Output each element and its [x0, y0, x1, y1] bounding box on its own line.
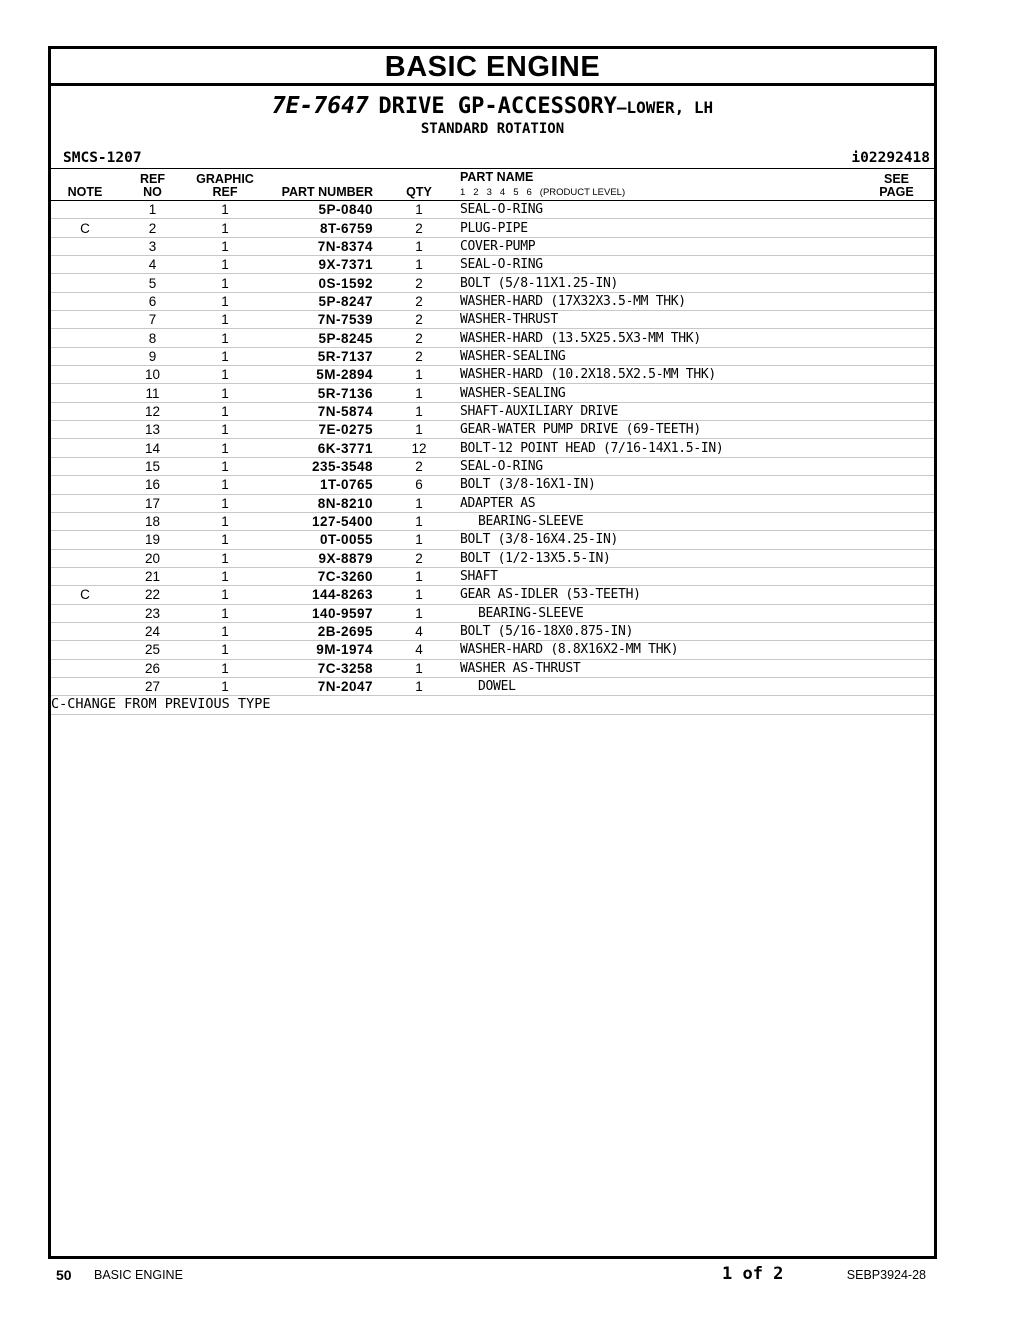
qty-cell: 2	[381, 457, 457, 475]
note-cell	[51, 531, 119, 549]
qty-cell: 1	[381, 366, 457, 384]
ref-no-cell: 3	[119, 237, 186, 255]
part-number-cell: 7N-2047	[264, 677, 381, 695]
part-number-cell: 9X-8879	[264, 549, 381, 567]
ref-no-cell: 2	[119, 219, 186, 237]
graphic-ref-cell: 1	[186, 292, 264, 310]
qty-cell: 2	[381, 329, 457, 347]
table-row	[51, 384, 934, 402]
note-cell	[51, 421, 119, 439]
qty-cell: 1	[381, 402, 457, 420]
section-title: BASIC ENGINE	[51, 49, 934, 86]
graphic-ref-cell: 1	[186, 457, 264, 475]
part-name-cell: WASHER-SEALING	[457, 347, 877, 365]
graphic-ref-cell: 1	[186, 494, 264, 512]
part-name-cell: PLUG-PIPE	[457, 219, 877, 237]
part-name-cell: SEAL-O-RING	[457, 201, 877, 219]
see-page-cell	[877, 494, 934, 512]
graphic-ref-cell: 1	[186, 201, 264, 219]
see-page-cell	[877, 384, 934, 402]
see-page-cell	[877, 457, 934, 475]
part-number-cell: 127-5400	[264, 512, 381, 530]
table-row	[51, 219, 934, 237]
qty-cell: 1	[381, 659, 457, 677]
ref-no-cell: 21	[119, 567, 186, 585]
graphic-ref-cell: 1	[186, 586, 264, 604]
part-name-cell: SEAL-O-RING	[457, 256, 877, 274]
graphic-ref-cell: 1	[186, 677, 264, 695]
qty-cell: 1	[381, 237, 457, 255]
qty-cell: 1	[381, 677, 457, 695]
qty-cell: 2	[381, 347, 457, 365]
parts-table	[51, 169, 934, 715]
qty-cell: 1	[381, 567, 457, 585]
table-row	[51, 292, 934, 310]
see-page-cell	[877, 604, 934, 622]
part-name-cell: BOLT (3/8-16X1-IN)	[457, 476, 877, 494]
qty-cell: 1	[381, 531, 457, 549]
note-cell	[51, 237, 119, 255]
product-levels: 1 2 3 4 5 6 (PRODUCT LEVEL)	[460, 187, 626, 198]
qty-cell: 1	[381, 586, 457, 604]
graphic-ref-cell: 1	[186, 659, 264, 677]
see-page-cell	[877, 622, 934, 640]
ref-no-cell: 8	[119, 329, 186, 347]
ref-no-cell: 18	[119, 512, 186, 530]
note-cell	[51, 402, 119, 420]
part-name-cell: SHAFT	[457, 567, 877, 585]
ref-no-cell: 4	[119, 256, 186, 274]
see-page-cell	[877, 641, 934, 659]
graphic-ref-cell: 1	[186, 641, 264, 659]
footer-section: BASIC ENGINE	[94, 1268, 183, 1282]
ref-no-cell: 10	[119, 366, 186, 384]
qty-cell: 4	[381, 622, 457, 640]
table-row	[51, 274, 934, 292]
ref-no-cell: 24	[119, 622, 186, 640]
table-row	[51, 421, 934, 439]
qty-cell: 12	[381, 439, 457, 457]
table-row	[51, 677, 934, 695]
qty-cell: 4	[381, 641, 457, 659]
footer-document-id: SEBP3924-28	[846, 1268, 926, 1282]
note-cell	[51, 622, 119, 640]
table-row	[51, 366, 934, 384]
group-name: DRIVE GP-ACCESSORY	[378, 94, 617, 119]
see-page-cell	[877, 311, 934, 329]
ref-no-cell: 23	[119, 604, 186, 622]
see-page-cell	[877, 659, 934, 677]
footer-page-number: 50	[56, 1267, 72, 1283]
ref-no-cell: 20	[119, 549, 186, 567]
header-part-name: PART NAME 1 2 3 4 5 6 (PRODUCT LEVEL)	[457, 169, 877, 201]
page-footer	[56, 1264, 928, 1286]
table-row	[51, 237, 934, 255]
part-number-cell: 144-8263	[264, 586, 381, 604]
table-row	[51, 476, 934, 494]
graphic-ref-cell: 1	[186, 402, 264, 420]
footer-page-of: 1 of 2	[722, 1264, 784, 1284]
part-number-cell: 9X-7371	[264, 256, 381, 274]
part-number-cell: 0T-0055	[264, 531, 381, 549]
part-number-cell: 7C-3258	[264, 659, 381, 677]
part-name-cell: WASHER-HARD (8.8X16X2-MM THK)	[457, 641, 877, 659]
ref-no-cell: 22	[119, 586, 186, 604]
qty-cell: 2	[381, 292, 457, 310]
note-cell	[51, 256, 119, 274]
see-page-cell	[877, 476, 934, 494]
graphic-ref-cell: 1	[186, 274, 264, 292]
ref-no-cell: 12	[119, 402, 186, 420]
part-name-cell: BOLT (3/8-16X4.25-IN)	[457, 531, 877, 549]
group-number: 7E-7647	[271, 93, 369, 119]
graphic-ref-cell: 1	[186, 311, 264, 329]
ref-no-cell: 14	[119, 439, 186, 457]
see-page-cell	[877, 329, 934, 347]
qty-cell: 1	[381, 201, 457, 219]
see-page-cell	[877, 402, 934, 420]
table-row	[51, 402, 934, 420]
table-row	[51, 604, 934, 622]
header-graphic-ref: GRAPHIC REF	[186, 169, 264, 201]
header-part-number: PART NUMBER	[264, 169, 381, 201]
part-name-cell: WASHER-HARD (13.5X25.5X3-MM THK)	[457, 329, 877, 347]
part-number-cell: 235-3548	[264, 457, 381, 475]
qty-cell: 6	[381, 476, 457, 494]
part-name-cell: WASHER AS-THRUST	[457, 659, 877, 677]
table-row	[51, 641, 934, 659]
note-cell	[51, 476, 119, 494]
part-number-cell: 1T-0765	[264, 476, 381, 494]
graphic-ref-cell: 1	[186, 256, 264, 274]
table-row	[51, 494, 934, 512]
part-name-cell: BEARING-SLEEVE	[457, 604, 877, 622]
note-cell	[51, 512, 119, 530]
graphic-ref-cell: 1	[186, 439, 264, 457]
note-cell	[51, 292, 119, 310]
group-subtitle: STANDARD ROTATION	[420, 121, 565, 137]
ref-no-cell: 25	[119, 641, 186, 659]
note-cell	[51, 384, 119, 402]
see-page-cell	[877, 439, 934, 457]
table-row	[51, 256, 934, 274]
see-page-cell	[877, 677, 934, 695]
part-number-cell: 7N-5874	[264, 402, 381, 420]
note-cell	[51, 641, 119, 659]
see-page-cell	[877, 512, 934, 530]
note-cell	[51, 366, 119, 384]
see-page-cell	[877, 421, 934, 439]
part-number-cell: 5R-7137	[264, 347, 381, 365]
graphic-ref-cell: 1	[186, 549, 264, 567]
graphic-ref-cell: 1	[186, 512, 264, 530]
group-title	[51, 92, 934, 120]
footnote-row	[51, 696, 934, 714]
table-row	[51, 549, 934, 567]
part-name-cell: DOWEL	[457, 677, 877, 695]
graphic-ref-cell: 1	[186, 476, 264, 494]
note-cell	[51, 274, 119, 292]
see-page-cell	[877, 531, 934, 549]
table-row	[51, 329, 934, 347]
graphic-ref-cell: 1	[186, 347, 264, 365]
graphic-ref-cell: 1	[186, 604, 264, 622]
qty-cell: 1	[381, 421, 457, 439]
part-name-cell: SHAFT-AUXILIARY DRIVE	[457, 402, 877, 420]
part-name-cell: ADAPTER AS	[457, 494, 877, 512]
ref-no-cell: 19	[119, 531, 186, 549]
qty-cell: 1	[381, 512, 457, 530]
part-number-cell: 2B-2695	[264, 622, 381, 640]
ref-no-cell: 11	[119, 384, 186, 402]
note-cell	[51, 494, 119, 512]
ref-no-cell: 5	[119, 274, 186, 292]
part-number-cell: 5P-8247	[264, 292, 381, 310]
part-number-cell: 140-9597	[264, 604, 381, 622]
see-page-cell	[877, 219, 934, 237]
table-row	[51, 457, 934, 475]
note-cell	[51, 201, 119, 219]
part-number-cell: 5P-0840	[264, 201, 381, 219]
page-frame	[48, 46, 937, 1259]
header-see-page: SEE PAGE	[877, 169, 934, 201]
ref-no-cell: 9	[119, 347, 186, 365]
part-name-cell: GEAR-WATER PUMP DRIVE (69-TEETH)	[457, 421, 877, 439]
table-row	[51, 586, 934, 604]
footnote: C-CHANGE FROM PREVIOUS TYPE	[51, 696, 934, 714]
note-cell: C	[51, 586, 119, 604]
part-name-cell: COVER-PUMP	[457, 237, 877, 255]
graphic-ref-cell: 1	[186, 237, 264, 255]
note-cell	[51, 659, 119, 677]
table-row	[51, 201, 934, 219]
see-page-cell	[877, 567, 934, 585]
ref-no-cell: 15	[119, 457, 186, 475]
part-name-cell: BOLT (5/16-18X0.875-IN)	[457, 622, 877, 640]
graphic-ref-cell: 1	[186, 384, 264, 402]
part-name-cell: WASHER-THRUST	[457, 311, 877, 329]
ref-no-cell: 6	[119, 292, 186, 310]
ref-no-cell: 26	[119, 659, 186, 677]
note-cell	[51, 549, 119, 567]
qty-cell: 2	[381, 549, 457, 567]
part-name-cell: WASHER-HARD (17X32X3.5-MM THK)	[457, 292, 877, 310]
note-cell	[51, 347, 119, 365]
part-number-cell: 7E-0275	[264, 421, 381, 439]
qty-cell: 1	[381, 604, 457, 622]
ref-no-cell: 7	[119, 311, 186, 329]
smcs-code: SMCS-1207	[63, 150, 142, 166]
graphic-ref-cell: 1	[186, 567, 264, 585]
table-header-row	[51, 169, 934, 201]
see-page-cell	[877, 366, 934, 384]
see-page-cell	[877, 237, 934, 255]
note-cell	[51, 311, 119, 329]
table-row	[51, 567, 934, 585]
part-number-cell: 5R-7136	[264, 384, 381, 402]
qty-cell: 2	[381, 311, 457, 329]
smcs-row	[51, 148, 934, 169]
part-number-cell: 5M-2894	[264, 366, 381, 384]
part-name-cell: BOLT-12 POINT HEAD (7/16-14X1.5-IN)	[457, 439, 877, 457]
part-name-cell: SEAL-O-RING	[457, 457, 877, 475]
ref-no-cell: 17	[119, 494, 186, 512]
graphic-ref-cell: 1	[186, 531, 264, 549]
note-cell	[51, 457, 119, 475]
ref-no-cell: 16	[119, 476, 186, 494]
note-cell	[51, 567, 119, 585]
see-page-cell	[877, 274, 934, 292]
part-number-cell: 9M-1974	[264, 641, 381, 659]
group-suffix: —LOWER, LH	[616, 98, 714, 117]
see-page-cell	[877, 549, 934, 567]
header-note: NOTE	[51, 169, 119, 201]
table-row	[51, 439, 934, 457]
part-number-cell: 7N-7539	[264, 311, 381, 329]
part-number-cell: 5P-8245	[264, 329, 381, 347]
illustration-id: i02292418	[851, 150, 930, 166]
graphic-ref-cell: 1	[186, 219, 264, 237]
graphic-ref-cell: 1	[186, 421, 264, 439]
qty-cell: 1	[381, 256, 457, 274]
qty-cell: 2	[381, 274, 457, 292]
see-page-cell	[877, 292, 934, 310]
see-page-cell	[877, 256, 934, 274]
part-number-cell: 8N-8210	[264, 494, 381, 512]
graphic-ref-cell: 1	[186, 366, 264, 384]
table-row	[51, 622, 934, 640]
part-number-cell: 0S-1592	[264, 274, 381, 292]
note-cell	[51, 604, 119, 622]
graphic-ref-cell: 1	[186, 329, 264, 347]
table-row	[51, 311, 934, 329]
part-name-cell: BOLT (5/8-11X1.25-IN)	[457, 274, 877, 292]
graphic-ref-cell: 1	[186, 622, 264, 640]
ref-no-cell: 13	[119, 421, 186, 439]
qty-cell: 1	[381, 494, 457, 512]
table-row	[51, 347, 934, 365]
part-name-cell: BOLT (1/2-13X5.5-IN)	[457, 549, 877, 567]
header-ref-no: REF NO	[119, 169, 186, 201]
see-page-cell	[877, 586, 934, 604]
part-name-cell: BEARING-SLEEVE	[457, 512, 877, 530]
note-cell: C	[51, 219, 119, 237]
ref-no-cell: 1	[119, 201, 186, 219]
note-cell	[51, 677, 119, 695]
part-number-cell: 6K-3771	[264, 439, 381, 457]
part-number-cell: 7N-8374	[264, 237, 381, 255]
part-name-cell: GEAR AS-IDLER (53-TEETH)	[457, 586, 877, 604]
qty-cell: 2	[381, 219, 457, 237]
table-row	[51, 512, 934, 530]
header-qty: QTY	[381, 169, 457, 201]
table-row	[51, 531, 934, 549]
note-cell	[51, 439, 119, 457]
part-name-cell: WASHER-HARD (10.2X18.5X2.5-MM THK)	[457, 366, 877, 384]
note-cell	[51, 329, 119, 347]
ref-no-cell: 27	[119, 677, 186, 695]
part-number-cell: 7C-3260	[264, 567, 381, 585]
part-number-cell: 8T-6759	[264, 219, 381, 237]
table-row	[51, 659, 934, 677]
qty-cell: 1	[381, 384, 457, 402]
part-name-cell: WASHER-SEALING	[457, 384, 877, 402]
see-page-cell	[877, 201, 934, 219]
see-page-cell	[877, 347, 934, 365]
